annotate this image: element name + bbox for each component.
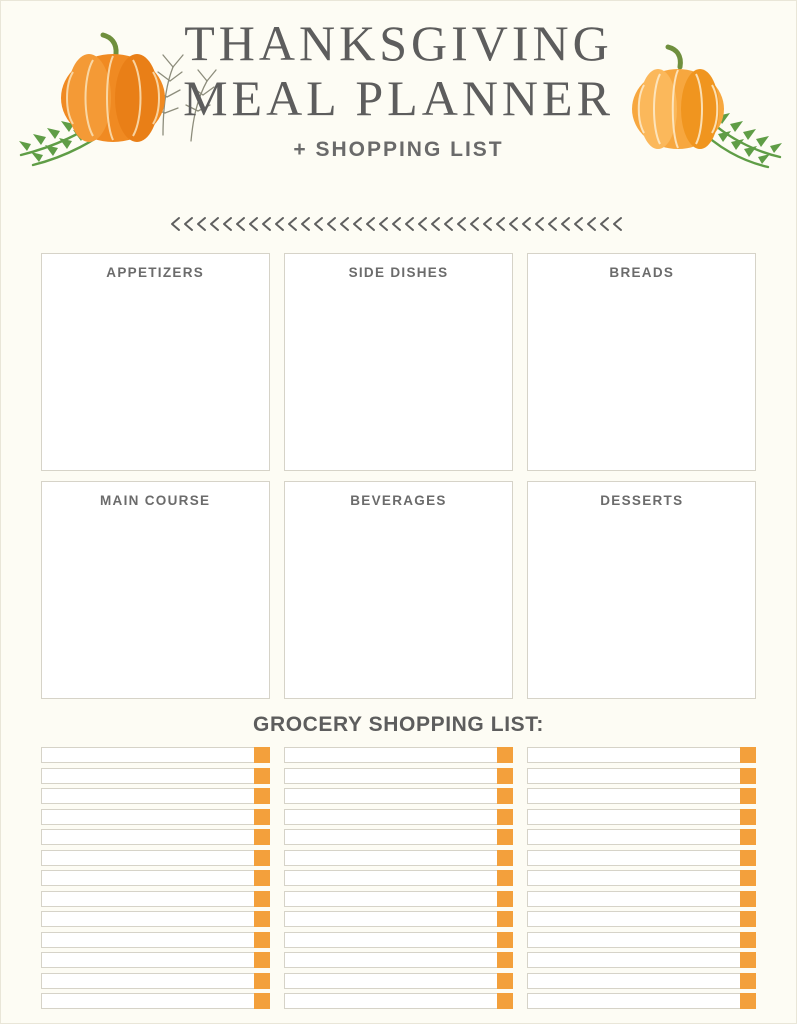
grocery-list-row[interactable] — [41, 870, 270, 886]
grocery-list-row[interactable] — [41, 829, 270, 845]
grocery-list-row[interactable] — [41, 850, 270, 866]
grocery-list — [41, 747, 757, 1009]
grocery-checkbox[interactable] — [254, 747, 270, 763]
chevron-row-divider — [1, 215, 796, 241]
page-title-line-2: MEAL PLANNER — [183, 69, 614, 126]
grocery-checkbox[interactable] — [497, 788, 513, 804]
grocery-list-row[interactable] — [527, 747, 756, 763]
grocery-checkbox[interactable] — [254, 870, 270, 886]
grocery-list-row[interactable] — [41, 932, 270, 948]
grocery-list-row[interactable] — [284, 911, 513, 927]
category-box-breads[interactable] — [527, 253, 756, 471]
grocery-column-3 — [527, 747, 756, 1009]
grocery-list-row[interactable] — [284, 809, 513, 825]
category-box-desserts[interactable] — [527, 481, 756, 699]
grocery-list-row[interactable] — [41, 768, 270, 784]
page-title-line-1: THANKSGIVING — [184, 15, 613, 71]
grocery-checkbox[interactable] — [254, 788, 270, 804]
grocery-checkbox[interactable] — [740, 809, 756, 825]
grocery-list-row[interactable] — [284, 788, 513, 804]
grocery-list-row[interactable] — [41, 809, 270, 825]
grocery-checkbox[interactable] — [740, 911, 756, 927]
grocery-checkbox[interactable] — [740, 747, 756, 763]
grocery-list-row[interactable] — [41, 911, 270, 927]
grocery-list-row[interactable] — [284, 768, 513, 784]
category-title: DESSERTS — [600, 493, 684, 508]
grocery-checkbox[interactable] — [497, 973, 513, 989]
grocery-list-row[interactable] — [284, 993, 513, 1009]
grocery-checkbox[interactable] — [254, 768, 270, 784]
grocery-column-2 — [284, 747, 513, 1009]
page-subtitle: + SHOPPING LIST — [293, 138, 504, 161]
grocery-checkbox[interactable] — [497, 932, 513, 948]
grocery-checkbox[interactable] — [740, 993, 756, 1009]
grocery-checkbox[interactable] — [740, 891, 756, 907]
category-box-side-dishes[interactable] — [284, 253, 513, 471]
grocery-list-row[interactable] — [284, 891, 513, 907]
grocery-checkbox[interactable] — [740, 788, 756, 804]
grocery-list-row[interactable] — [41, 788, 270, 804]
category-title: BEVERAGES — [350, 493, 447, 508]
grocery-checkbox[interactable] — [497, 850, 513, 866]
grocery-checkbox[interactable] — [740, 973, 756, 989]
grocery-list-row[interactable] — [527, 829, 756, 845]
grocery-checkbox[interactable] — [254, 973, 270, 989]
grocery-list-row[interactable] — [527, 788, 756, 804]
grocery-checkbox[interactable] — [497, 809, 513, 825]
grocery-list-row[interactable] — [527, 850, 756, 866]
title-block — [1, 17, 796, 162]
grocery-checkbox[interactable] — [740, 932, 756, 948]
grocery-checkbox[interactable] — [740, 768, 756, 784]
category-box-main-course[interactable] — [41, 481, 270, 699]
grocery-checkbox[interactable] — [254, 809, 270, 825]
grocery-checkbox[interactable] — [254, 829, 270, 845]
grocery-checkbox[interactable] — [254, 932, 270, 948]
category-title: MAIN COURSE — [100, 493, 211, 508]
grocery-checkbox[interactable] — [497, 870, 513, 886]
grocery-checkbox[interactable] — [740, 850, 756, 866]
grocery-list-row[interactable] — [527, 870, 756, 886]
grocery-checkbox[interactable] — [497, 993, 513, 1009]
grocery-list-row[interactable] — [527, 809, 756, 825]
grocery-checkbox[interactable] — [497, 747, 513, 763]
grocery-list-row[interactable] — [527, 973, 756, 989]
grocery-checkbox[interactable] — [740, 870, 756, 886]
page-header — [1, 1, 796, 213]
grocery-list-row[interactable] — [284, 973, 513, 989]
grocery-list-row[interactable] — [284, 747, 513, 763]
grocery-checkbox[interactable] — [497, 768, 513, 784]
grocery-checkbox[interactable] — [254, 911, 270, 927]
grocery-list-row[interactable] — [527, 768, 756, 784]
grocery-list-row[interactable] — [41, 747, 270, 763]
grocery-checkbox[interactable] — [497, 891, 513, 907]
grocery-checkbox[interactable] — [254, 993, 270, 1009]
category-box-beverages[interactable] — [284, 481, 513, 699]
grocery-checkbox[interactable] — [740, 952, 756, 968]
grocery-checkbox[interactable] — [254, 952, 270, 968]
grocery-list-row[interactable] — [284, 850, 513, 866]
category-title: APPETIZERS — [106, 265, 205, 280]
grocery-checkbox[interactable] — [497, 952, 513, 968]
category-title: SIDE DISHES — [348, 265, 449, 280]
grocery-list-heading: GROCERY SHOPPING LIST: — [253, 713, 544, 736]
grocery-list-row[interactable] — [284, 829, 513, 845]
grocery-list-row[interactable] — [527, 952, 756, 968]
grocery-column-1 — [41, 747, 270, 1009]
grocery-checkbox[interactable] — [254, 850, 270, 866]
grocery-checkbox[interactable] — [497, 829, 513, 845]
grocery-list-row[interactable] — [527, 891, 756, 907]
grocery-list-row[interactable] — [41, 993, 270, 1009]
grocery-list-row[interactable] — [527, 932, 756, 948]
grocery-list-row[interactable] — [41, 891, 270, 907]
grocery-list-row[interactable] — [527, 993, 756, 1009]
grocery-list-row[interactable] — [41, 952, 270, 968]
grocery-list-row[interactable] — [41, 973, 270, 989]
category-grid — [41, 253, 757, 699]
grocery-list-row[interactable] — [284, 870, 513, 886]
grocery-checkbox[interactable] — [740, 829, 756, 845]
grocery-list-row[interactable] — [284, 952, 513, 968]
grocery-checkbox[interactable] — [254, 891, 270, 907]
grocery-list-row[interactable] — [284, 932, 513, 948]
category-title: BREADS — [609, 265, 675, 280]
grocery-list-row[interactable] — [527, 911, 756, 927]
grocery-checkbox[interactable] — [497, 911, 513, 927]
category-box-appetizers[interactable] — [41, 253, 270, 471]
